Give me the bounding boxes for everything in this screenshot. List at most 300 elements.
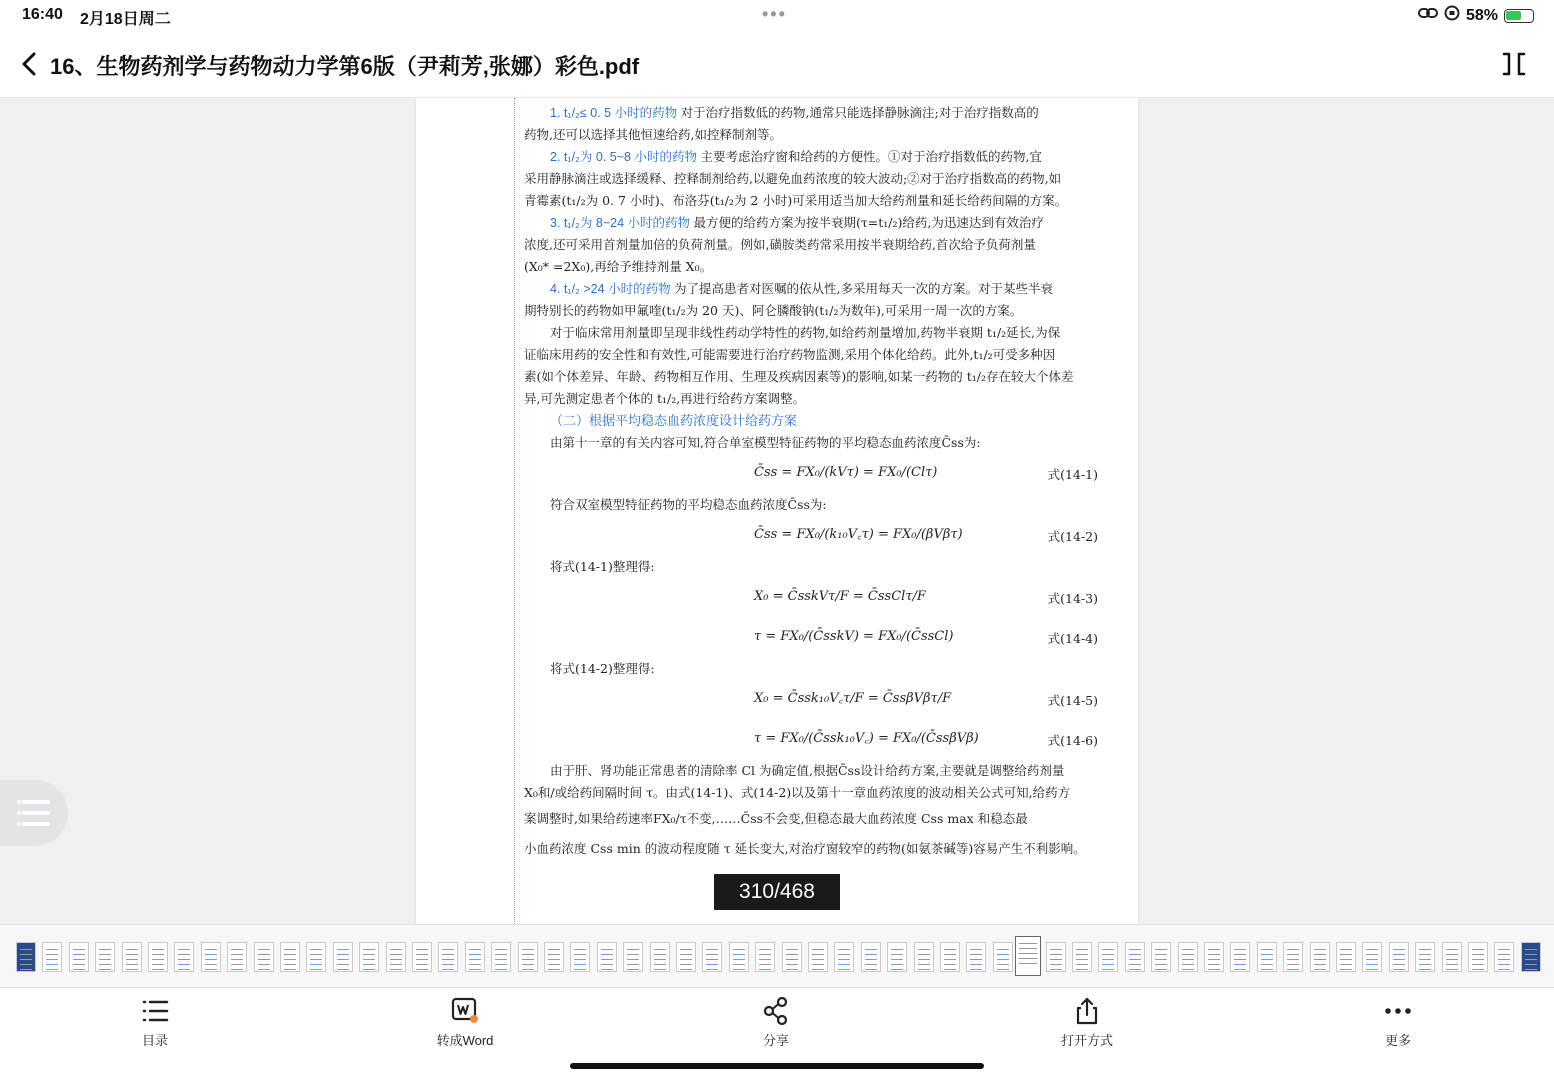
thumbnail-line: [1019, 948, 1037, 949]
equation-label: 式(14-6): [1047, 733, 1098, 748]
thumbnail-line: [706, 949, 718, 950]
fullscreen-toggle-icon: [1500, 50, 1528, 78]
thumbnail-line: [1472, 954, 1484, 955]
status-bar: [0, 0, 1554, 32]
thumbnail[interactable]: [254, 942, 274, 972]
thumbnail[interactable]: [993, 942, 1013, 972]
thumbnail-line: [73, 959, 85, 960]
thumbnail-line: [786, 949, 798, 950]
thumbnail-line: [442, 949, 454, 950]
thumbnail-line: [574, 969, 586, 970]
thumbnail[interactable]: [227, 942, 247, 972]
thumbnail-line: [944, 959, 956, 960]
share-icon: [761, 996, 791, 1026]
thumbnail-line: [1472, 969, 1484, 970]
thumbnail-line: [442, 954, 454, 955]
thumbnail-line: [284, 964, 296, 965]
thumbnail-line: [337, 949, 349, 950]
thumbnail-line: [231, 959, 243, 960]
thumbnail-line: [918, 969, 930, 970]
equation: C̄ss = FX₀/(kVτ) = FX₀/(Clτ): [754, 465, 938, 480]
thumbnail-line: [310, 964, 322, 965]
thumbnail-line: [337, 959, 349, 960]
multitasking-dots-icon[interactable]: •••: [762, 4, 787, 24]
text-line: 4. t₁/₂ >24 小时的药物 为了提高患者对医嘱的依从性,多采用每天一次的方案。对于某些半衰: [550, 281, 1054, 296]
thumbnail-line: [310, 949, 322, 950]
thumbnail-line: [1261, 959, 1273, 960]
thumbnail[interactable]: [465, 942, 485, 972]
thumbnail-line: [1208, 954, 1220, 955]
equation: X₀ = C̄sskVτ/F = C̄ssClτ/F: [754, 589, 926, 604]
thumbnail-line: [310, 954, 322, 955]
thumbnail[interactable]: [16, 942, 36, 972]
thumbnail[interactable]: [1178, 942, 1198, 972]
thumbnail[interactable]: [42, 942, 62, 972]
thumbnail-line: [73, 964, 85, 965]
chevron-left-icon: [18, 50, 42, 78]
thumbnail-line: [1314, 964, 1326, 965]
thumbnail-line: [812, 969, 824, 970]
thumbnail-line: [126, 969, 138, 970]
thumbnail-line: [1182, 959, 1194, 960]
battery-icon: [1504, 9, 1534, 23]
sidebar-toggle-button[interactable]: [0, 780, 68, 846]
thumbnail-line: [1366, 969, 1378, 970]
thumbnail-line: [601, 959, 613, 960]
thumbnail-line: [918, 954, 930, 955]
text-line: (X₀* =2X₀),再给予维持剂量 X₀。: [524, 259, 713, 274]
thumbnail-line: [390, 959, 402, 960]
thumbnail-line: [1208, 949, 1220, 950]
thumbnail-line: [178, 964, 190, 965]
thumbnail-line: [654, 949, 666, 950]
subsection-heading: 3. t₁/₂为 8~24 小时的药物: [550, 216, 694, 230]
thumbnail-line: [495, 964, 507, 965]
equation-row: [524, 578, 1102, 618]
text-line: 由第十一章的有关内容可知,符合单室模型特征药物的平均稳态血药浓度C̄ss为:: [550, 435, 981, 450]
thumbnail[interactable]: [755, 942, 775, 972]
thumbnail[interactable]: [412, 942, 432, 972]
thumbnail[interactable]: [1336, 942, 1356, 972]
thumbnail-line: [363, 969, 375, 970]
thumbnail-line: [258, 959, 270, 960]
thumbnail-line: [786, 954, 798, 955]
thumbnail-line: [1366, 949, 1378, 950]
thumbnail-line: [918, 959, 930, 960]
thumbnail-line: [1340, 949, 1352, 950]
text-line: 证临床用药的安全性和有效性,可能需要进行治疗药物监测,采用个体化给药。此外,t₁/₂可受多种因: [524, 347, 1056, 362]
thumbnail[interactable]: [69, 942, 89, 972]
thumbnail[interactable]: [1072, 942, 1092, 972]
thumbnail-line: [865, 959, 877, 960]
thumbnail-line: [627, 959, 639, 960]
thumbnail-line: [442, 964, 454, 965]
thumbnail-line: [1525, 969, 1537, 970]
thumbnail[interactable]: [386, 942, 406, 972]
thumbnail-line: [178, 959, 190, 960]
text-line: 案调整时,如果给药速率FX₀/τ不变,……C̄ss不会变,但稳态最大血药浓度 Css max 和稳态最: [524, 811, 1028, 826]
thumbnail-line: [1182, 954, 1194, 955]
thumbnail-line: [1287, 969, 1299, 970]
text-line: 符合双室模型特征药物的平均稳态血药浓度C̄ss为:: [550, 497, 827, 512]
thumbnail-line: [1340, 959, 1352, 960]
text-line: 青霉素(t₁/₂为 0. 7 小时)、布洛芬(t₁/₂为 2 小时)可采用适当加大给药剂量和延长给药间隔的方案。: [524, 193, 1068, 208]
thumbnail-line: [706, 969, 718, 970]
thumbnail-line: [205, 949, 217, 950]
thumbnail-line: [706, 959, 718, 960]
status-right: [1418, 5, 1534, 26]
thumbnail-line: [1419, 949, 1431, 950]
thumbnail-line: [918, 949, 930, 950]
thumbnail[interactable]: [359, 942, 379, 972]
thumbnail[interactable]: [544, 942, 564, 972]
thumbnail-line: [1472, 949, 1484, 950]
thumbnail-line: [627, 964, 639, 965]
home-indicator[interactable]: [570, 1063, 984, 1069]
thumbnail-line: [1182, 964, 1194, 965]
thumbnail-line: [1419, 969, 1431, 970]
thumbnail-line: [363, 954, 375, 955]
equation-row: [524, 720, 1102, 760]
more-button[interactable]: [1338, 996, 1458, 1056]
thumbnail-line: [706, 954, 718, 955]
thumbnail-line: [1419, 964, 1431, 965]
thumbnail-line: [1019, 953, 1037, 954]
thumbnail-line: [759, 949, 771, 950]
thumbnail-line: [601, 949, 613, 950]
thumbnail[interactable]: [597, 942, 617, 972]
thumbnail[interactable]: [623, 942, 643, 972]
thumbnail-line: [99, 959, 111, 960]
fullscreen-button[interactable]: [1500, 50, 1528, 78]
thumbnail-line: [1102, 949, 1114, 950]
thumbnail-line: [574, 949, 586, 950]
thumbnail-line: [1419, 954, 1431, 955]
thumbnail-line: [284, 949, 296, 950]
thumbnail-line: [680, 969, 692, 970]
open-with-label: 打开方式: [1060, 1033, 1113, 1048]
thumbnail-line: [126, 954, 138, 955]
section-heading: （二）根据平均稳态血药浓度设计给药方案: [550, 413, 798, 428]
equation-label: 式(14-4): [1047, 631, 1098, 646]
back-button[interactable]: [18, 50, 42, 78]
thumbnail-line: [1314, 959, 1326, 960]
thumbnail-line: [548, 954, 560, 955]
thumbnail-line: [1076, 964, 1088, 965]
thumbnail-line: [1446, 954, 1458, 955]
thumbnail-line: [1102, 959, 1114, 960]
thumbnail-line: [1525, 949, 1537, 950]
list-icon: [140, 996, 170, 1026]
thumbnail-line: [865, 949, 877, 950]
thumbnail-line: [1525, 959, 1537, 960]
thumbnail[interactable]: [650, 942, 670, 972]
thumbnail-line: [20, 964, 32, 965]
thumbnail[interactable]: [95, 942, 115, 972]
thumbnail-line: [231, 964, 243, 965]
thumbnail-line: [416, 969, 428, 970]
thumbnail-line: [363, 964, 375, 965]
thumbnail-line: [944, 954, 956, 955]
thumbnail-line: [1498, 949, 1510, 950]
thumbnail-line: [944, 969, 956, 970]
link-icon: [1418, 6, 1438, 25]
thumbnail-line: [733, 954, 745, 955]
thumbnail[interactable]: [306, 942, 326, 972]
thumbnail-line: [812, 959, 824, 960]
subsection-heading: 4. t₁/₂ >24 小时的药物: [550, 282, 675, 296]
thumbnail-line: [1234, 954, 1246, 955]
thumbnail[interactable]: [1125, 942, 1145, 972]
thumbnail-line: [812, 954, 824, 955]
thumbnail-line: [838, 959, 850, 960]
thumbnail-line: [838, 954, 850, 955]
thumbnail-line: [1155, 949, 1167, 950]
thumbnail-line: [1129, 964, 1141, 965]
thumbnail-line: [1314, 949, 1326, 950]
thumbnail-line: [733, 959, 745, 960]
thumbnail[interactable]: [1310, 942, 1330, 972]
thumbnail-line: [1366, 954, 1378, 955]
thumbnail-line: [865, 954, 877, 955]
thumbnail-line: [1050, 954, 1062, 955]
thumbnail-line: [944, 949, 956, 950]
thumbnail-line: [152, 969, 164, 970]
thumbnail[interactable]: [940, 942, 960, 972]
thumbnail-line: [1050, 949, 1062, 950]
thumbnail-line: [706, 964, 718, 965]
convert-word-button[interactable]: [405, 996, 525, 1056]
thumbnail-line: [495, 954, 507, 955]
thumbnail-line: [390, 949, 402, 950]
more-icon: [1383, 996, 1413, 1026]
thumbnail-line: [1129, 959, 1141, 960]
thumbnail-line: [99, 949, 111, 950]
thumbnail-line: [1446, 964, 1458, 965]
thumbnail-line: [891, 959, 903, 960]
thumbnail[interactable]: [438, 942, 458, 972]
thumbnail-line: [284, 959, 296, 960]
thumbnail-line: [126, 959, 138, 960]
thumbnail-line: [1019, 943, 1037, 944]
thumbnail[interactable]: [1257, 942, 1277, 972]
thumbnail-line: [918, 964, 930, 965]
thumbnail-line: [1234, 964, 1246, 965]
thumbnail[interactable]: [1415, 942, 1435, 972]
thumbnail-line: [680, 964, 692, 965]
thumbnail-line: [46, 954, 58, 955]
text-line: 3. t₁/₂为 8~24 小时的药物 最方便的给药方案为按半衰期(τ=t₁/₂)给药,为迅速达到有效治疗: [550, 215, 1044, 230]
thumbnail-line: [786, 964, 798, 965]
thumbnail[interactable]: [887, 942, 907, 972]
equation: X₀ = C̄ssk₁₀V꜀τ/F = C̄ssβVβτ/F: [754, 691, 952, 706]
thumbnail-line: [416, 959, 428, 960]
thumbnail[interactable]: [729, 942, 749, 972]
thumbnail-line: [1155, 969, 1167, 970]
thumbnail-line: [601, 969, 613, 970]
toc-label: 目录: [141, 1033, 168, 1048]
thumbnail[interactable]: [491, 942, 511, 972]
thumbnail-line: [680, 959, 692, 960]
thumbnail-line: [178, 949, 190, 950]
thumbnail-line: [997, 959, 1009, 960]
thumbnail-line: [627, 954, 639, 955]
thumbnail[interactable]: [201, 942, 221, 972]
document-title: 16、生物药剂学与药物动力学第6版（尹莉芳,张娜）彩色.pdf: [50, 54, 640, 79]
thumbnail-line: [152, 954, 164, 955]
thumbnail-strip[interactable]: [0, 924, 1554, 988]
thumbnail-line: [495, 959, 507, 960]
equation-label: 式(14-2): [1047, 529, 1098, 544]
thumbnail-line: [680, 949, 692, 950]
thumbnail[interactable]: [1046, 942, 1066, 972]
thumbnail-line: [152, 959, 164, 960]
thumbnail[interactable]: [966, 942, 986, 972]
thumbnail-line: [258, 964, 270, 965]
thumbnail-line: [310, 959, 322, 960]
thumbnail[interactable]: [148, 942, 168, 972]
equation-row: [524, 618, 1102, 658]
thumbnail[interactable]: [122, 942, 142, 972]
thumbnail[interactable]: [834, 942, 854, 972]
thumbnail-line: [1498, 954, 1510, 955]
thumbnail-line: [1393, 949, 1405, 950]
thumbnail-line: [205, 969, 217, 970]
more-label: 更多: [1384, 1033, 1411, 1048]
thumbnail-current[interactable]: [1015, 936, 1041, 976]
thumbnail-line: [1155, 959, 1167, 960]
thumbnail[interactable]: [1204, 942, 1224, 972]
thumbnail-line: [1287, 964, 1299, 965]
thumbnail-line: [1446, 959, 1458, 960]
thumbnail[interactable]: [914, 942, 934, 972]
thumbnail-line: [495, 949, 507, 950]
thumbnail-line: [1234, 949, 1246, 950]
thumbnail[interactable]: [676, 942, 696, 972]
thumbnail[interactable]: [1151, 942, 1171, 972]
thumbnail-line: [46, 959, 58, 960]
thumbnail[interactable]: [518, 942, 538, 972]
thumbnail-line: [733, 949, 745, 950]
thumbnail-line: [970, 969, 982, 970]
thumbnail-line: [1314, 969, 1326, 970]
thumbnail-line: [284, 954, 296, 955]
thumbnail-line: [522, 954, 534, 955]
page-text: [524, 102, 1102, 864]
thumbnail-line: [152, 949, 164, 950]
equation-label: 式(14-1): [1047, 467, 1098, 482]
thumbnail-line: [20, 969, 32, 970]
thumbnail-line: [1472, 964, 1484, 965]
open-with-button[interactable]: [1027, 996, 1147, 1056]
battery-percent: 58%: [1465, 6, 1498, 24]
thumbnail[interactable]: [1521, 942, 1541, 972]
thumbnail[interactable]: [1442, 942, 1462, 972]
thumbnail[interactable]: [861, 942, 881, 972]
thumbnail-line: [258, 949, 270, 950]
thumbnail[interactable]: [1362, 942, 1382, 972]
thumbnail-line: [891, 964, 903, 965]
thumbnail-line: [601, 954, 613, 955]
thumbnail[interactable]: [333, 942, 353, 972]
thumbnail-line: [548, 964, 560, 965]
thumbnail-line: [1155, 954, 1167, 955]
thumbnail-line: [522, 949, 534, 950]
toc-button[interactable]: [95, 996, 215, 1056]
thumbnail-line: [838, 969, 850, 970]
thumbnail-line: [20, 959, 32, 960]
battery-fill: [1506, 11, 1521, 20]
thumbnail[interactable]: [782, 942, 802, 972]
thumbnail-line: [337, 954, 349, 955]
thumbnail[interactable]: [1389, 942, 1409, 972]
thumbnail[interactable]: [280, 942, 300, 972]
thumbnail[interactable]: [174, 942, 194, 972]
thumbnail-line: [865, 964, 877, 965]
thumbnail-line: [1472, 959, 1484, 960]
thumbnail-line: [390, 964, 402, 965]
thumbnail-line: [944, 964, 956, 965]
thumbnail-line: [1076, 959, 1088, 960]
thumbnail-line: [865, 969, 877, 970]
thumbnail-line: [469, 954, 481, 955]
thumbnail-line: [812, 964, 824, 965]
thumbnail-line: [574, 959, 586, 960]
thumbnail-line: [1019, 958, 1037, 959]
thumbnail-line: [997, 949, 1009, 950]
thumbnail[interactable]: [1098, 942, 1118, 972]
thumbnail-line: [363, 959, 375, 960]
title-bar: [0, 32, 1554, 98]
thumbnail-line: [1525, 964, 1537, 965]
thumbnail-line: [522, 959, 534, 960]
thumbnail-line: [627, 949, 639, 950]
thumbnail[interactable]: [570, 942, 590, 972]
thumbnail-line: [997, 964, 1009, 965]
thumbnail-line: [891, 949, 903, 950]
thumbnail[interactable]: [702, 942, 722, 972]
thumbnail[interactable]: [1283, 942, 1303, 972]
outline-list-icon: [0, 780, 68, 846]
thumbnail-line: [891, 969, 903, 970]
thumbnail-line: [1393, 959, 1405, 960]
status-time: 16:40: [22, 6, 63, 23]
share-button[interactable]: [716, 996, 836, 1056]
thumbnail[interactable]: [808, 942, 828, 972]
thumbnail-line: [1419, 959, 1431, 960]
thumbnail-line: [654, 964, 666, 965]
thumbnail-line: [1340, 954, 1352, 955]
convert-word-label: 转成Word: [436, 1033, 494, 1048]
thumbnail-line: [442, 969, 454, 970]
equation: τ = FX₀/(C̄sskV) = FX₀/(C̄ssCl): [754, 629, 954, 644]
thumbnail[interactable]: [1468, 942, 1488, 972]
pdf-page[interactable]: [416, 98, 1138, 924]
thumbnail-line: [838, 949, 850, 950]
thumbnail-line: [231, 969, 243, 970]
thumbnail-line: [1525, 954, 1537, 955]
pdf-reader-viewport[interactable]: [0, 98, 1554, 924]
thumbnail-line: [680, 954, 692, 955]
subsection-heading: 2. t₁/₂为 0. 5~8 小时的药物: [550, 150, 701, 164]
thumbnail-line: [1050, 969, 1062, 970]
thumbnail[interactable]: [1230, 942, 1250, 972]
thumbnail-line: [73, 954, 85, 955]
thumbnail[interactable]: [1494, 942, 1514, 972]
thumbnail-line: [759, 959, 771, 960]
text-line: 药物,还可以选择其他恒速给药,如控释制剂等。: [524, 127, 782, 142]
thumbnail-line: [1366, 959, 1378, 960]
